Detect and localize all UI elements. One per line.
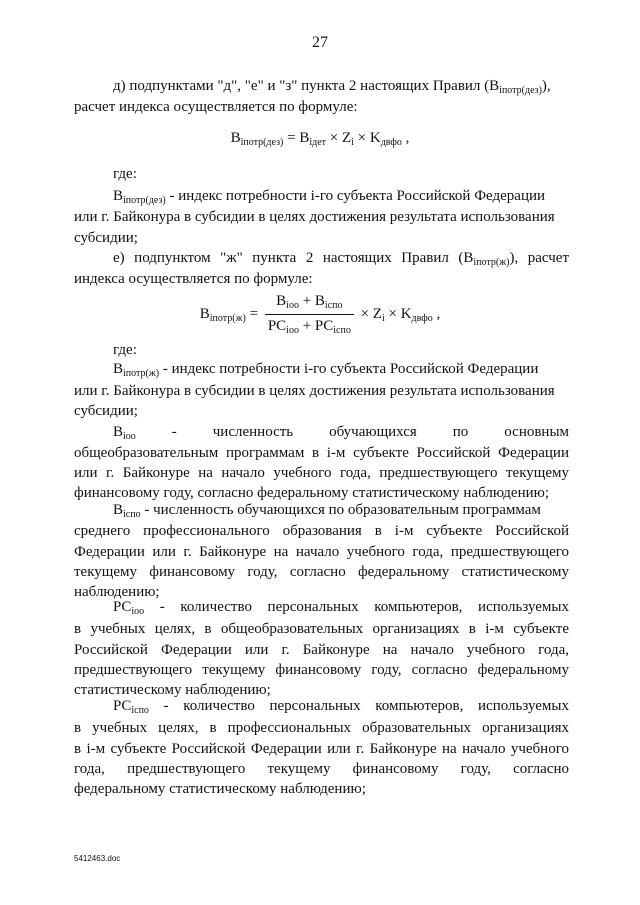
page-number: 27 [312,34,328,51]
para-e-line-1: е) подпунктом "ж" пункта 2 настоящих Правил $(B_{iпотр(ж)})$, расчет [113,250,569,268]
def3-line-2: общеобразовательным программам в i-м субъекте Российской Федерации [74,445,569,461]
def3-line-1: $B_{iоо}$ - численность обучающихся по основным [113,424,570,442]
def6-symbol: $PC_{iспо}$ [113,698,149,716]
def4-line-3: Федерации или г. Байконуре на начало учебного года, предшествующего [74,544,569,560]
def1-line-3: субсидии; [74,230,138,246]
def5-line-3: Российской Федерации или г. Байконуре на начало учебного года, [74,642,569,658]
def3-line-4: финансовому году, согласно федеральному статистическому наблюдению; [74,485,550,501]
def6-line-5: федеральному статистическому наблюдению; [74,781,366,797]
def2-line-1: $B_{iпотр(ж)}$ - индекс потребности i-го субъекта Российской Федерации [113,361,539,379]
def2-line-2: или г. Байконура в субсидии в целях достижения результата использования [74,383,555,399]
def1-line-2: или г. Байконура в субсидии в целях достижения результата использования [74,209,555,225]
formula-2: $B_{iпотр(ж)}$ = $\frac{B_{iоо} + B_{iспо}}{PC_{iоо} + PC_{iспо}}$ × $Z_i \times K_{двфо}$ , [199,293,441,336]
def4-line-4: текущему финансовому году, согласно федеральному статистическому [74,564,569,580]
def3-symbol: $B_{iоо}$ [113,424,136,442]
def6-line-2: в учебных целях, в профессиональных образовательных организациях [74,720,569,736]
def4-line-5: наблюдению; [74,584,160,600]
def4-line-1: $B_{iспо}$ - численность обучающихся по образовательным программам [113,502,541,520]
def3-line-3: или г. Байконуре на начало учебного года, предшествующего текущему [74,465,569,481]
def5-line-5: статистическому наблюдению; [74,682,271,698]
fraction-denominator: $PC_{iоо} + PC_{iспо}$ [267,318,351,336]
def4-symbol: $B_{iспо}$ [113,502,141,520]
def4-line-2: среднего профессионального образования в i-м субъекте Российской [74,523,569,539]
def2-line-3: субсидии; [74,403,138,419]
def6-line-1: $PC_{iспо}$ - количество персональных компьютеров, используемых [113,698,569,716]
para-d-line-2: расчет индекса осуществляется по формуле: [74,99,358,115]
formula-2-fraction [265,292,354,337]
def5-line-1: $PC_{iоо}$ - количество персональных компьютеров, используемых [113,599,569,617]
footer-doc-code: 5412463.doc [74,854,121,863]
fraction-numerator: $B_{iоо} + B_{iспо}$ [265,292,354,315]
def5-line-4: предшествующего текущему финансовому году, согласно федеральному [74,662,569,678]
def6-line-3: в i-м субъекте Российской Федерации или г. Байконуре на начало учебного [74,741,569,757]
def6-line-4: года, предшествующего текущему финансовому году, согласно [74,761,569,777]
para-e-line-2: индекса осуществляется по формуле: [74,271,313,287]
where-label-2: где: [113,342,137,358]
def5-symbol: $PC_{iоо}$ [113,599,145,617]
where-label-1: где: [113,166,137,182]
formula-1: $B_{iпотр(дез)} = B_{iдет} \times Z_i \times K_{двфо}$ , [230,130,410,148]
def5-line-2: в учебных целях, в общеобразовательных организациях в i-м субъекте [74,621,569,637]
def1-line-1: $B_{iпотр(дез)}$ - индекс потребности i-го субъекта Российской Федерации [113,188,546,206]
para-d-line-1: д) подпунктами "д", "е" и "з" пункта 2 настоящих Правил $(B_{iпотр(дез)})$, [113,78,551,96]
